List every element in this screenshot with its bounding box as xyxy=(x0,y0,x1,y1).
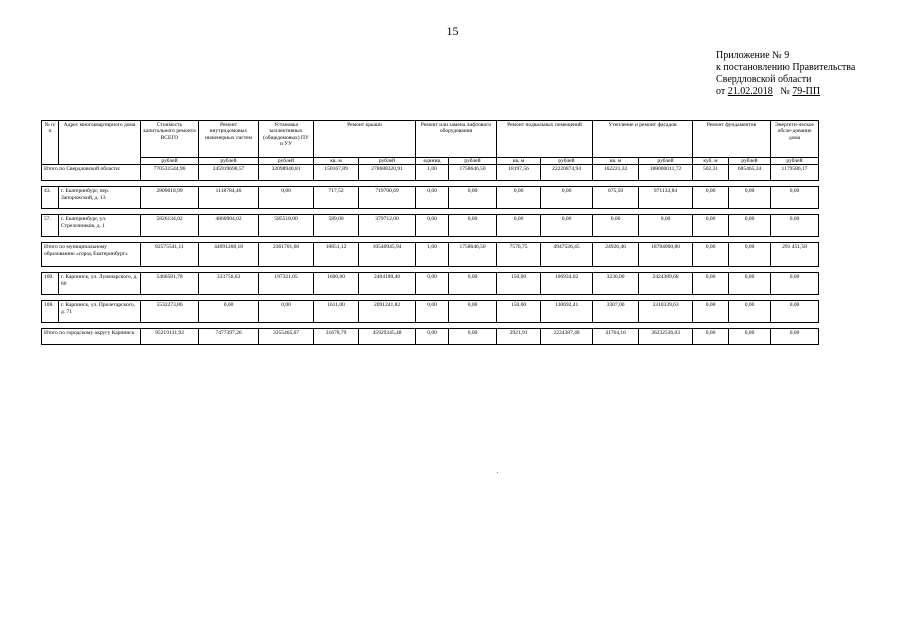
row-value: 0,00 xyxy=(771,301,819,323)
row-value: 0,00 xyxy=(693,243,729,267)
unit-cell: рублей xyxy=(639,158,693,165)
decree-line xyxy=(716,86,855,98)
row-value: 95219131,92 xyxy=(141,329,199,345)
row-value: 0,00 xyxy=(693,215,729,237)
row-value: 0,00 xyxy=(416,187,449,209)
row-value: 5826134,02 xyxy=(141,215,199,237)
row-value: 18197,56 xyxy=(497,165,541,181)
decree-date-prefix: от xyxy=(716,86,726,97)
unit-cell: рублей xyxy=(359,158,416,165)
row-value: 675,50 xyxy=(593,187,639,209)
table-row xyxy=(42,187,819,209)
row-value: 2809618,99 xyxy=(141,187,199,209)
row-value: 0,00 xyxy=(416,329,449,345)
table-row xyxy=(42,273,819,295)
row-value: 2404180,40 xyxy=(359,273,416,295)
row-value: 770531544,96 xyxy=(141,165,199,181)
row-value: 0,00 xyxy=(416,301,449,323)
appendix-title: Приложение № 9 xyxy=(716,50,790,61)
row-value: 7576,75 xyxy=(497,243,541,267)
row-value: 1118784,46 xyxy=(199,187,259,209)
row-value: 0,00 xyxy=(449,187,497,209)
row-value: 2424389,68 xyxy=(639,273,693,295)
row-value: 1,00 xyxy=(416,165,449,181)
table-row xyxy=(42,243,819,267)
header-energy-audit: Энергети-ческое обсле-дование дома xyxy=(771,121,819,158)
unit-cell: рублей xyxy=(199,158,259,165)
row-value: 0,00 xyxy=(729,329,771,345)
row-value: 0,00 xyxy=(729,215,771,237)
row-total-label: Итого по Свердловской области: xyxy=(42,165,141,181)
row-value: 3355465,67 xyxy=(259,329,314,345)
row-value: 1,00 xyxy=(416,243,449,267)
table-header-row xyxy=(42,121,819,158)
appendix-line-region: Свердловской области xyxy=(716,74,812,85)
row-value: 0,00 xyxy=(729,187,771,209)
row-value: 502,31 xyxy=(693,165,729,181)
row-value: 1758646,50 xyxy=(449,243,497,267)
table-row xyxy=(42,329,819,345)
row-value: 0,00 xyxy=(416,215,449,237)
row-number: 100. xyxy=(42,273,59,295)
row-total-label: Итого по городскому округу Карпинск xyxy=(42,329,141,345)
row-number: 43. xyxy=(42,187,59,209)
row-value: 0,00 xyxy=(693,329,729,345)
header-total-cost: Стоимость капитального ремонта ВСЕГО xyxy=(141,121,199,158)
row-value: 1758646,50 xyxy=(449,165,497,181)
decree-number-prefix: № xyxy=(780,86,790,97)
row-value: 719700,69 xyxy=(359,187,416,209)
header-facade: Утепление и ремонт фасадов xyxy=(593,121,693,158)
row-value: 0,00 xyxy=(541,187,593,209)
decree-number: 79-ПП xyxy=(792,86,821,97)
row-value: 0,00 xyxy=(416,273,449,295)
row-value: 0,00 xyxy=(771,215,819,237)
row-value: 150,00 xyxy=(497,301,541,323)
appendix-line-resolution: к постановлению Правительства xyxy=(716,62,856,73)
row-value: 291 451,58 xyxy=(771,243,819,267)
scan-speck xyxy=(497,472,498,473)
row-value: 685465,34 xyxy=(729,165,771,181)
unit-cell: рублей xyxy=(541,158,593,165)
row-value: 7477397,26 xyxy=(199,329,259,345)
row-value: 0,00 xyxy=(259,187,314,209)
row-value: 0,00 xyxy=(693,187,729,209)
unit-cell: рублей xyxy=(729,158,771,165)
row-value: 0,00 xyxy=(497,215,541,237)
row-value: 717,52 xyxy=(314,187,359,209)
header-address: Адрес многоквартирного дома xyxy=(59,121,141,165)
header-meters: Установка коллективных (общедомовых) ПУ и УУ xyxy=(259,121,314,158)
row-total-label: Итого по муниципальному образованию «город Екатеринбург» xyxy=(42,243,141,267)
row-value: 188000011,72 xyxy=(639,165,693,181)
row-value: 3236,00 xyxy=(593,273,639,295)
unit-cell: кв. м xyxy=(593,158,639,165)
row-value: 162221,32 xyxy=(593,165,639,181)
unit-cell: рублей xyxy=(141,158,199,165)
row-value: 0,00 xyxy=(541,215,593,237)
row-value: 150167,89 xyxy=(314,165,359,181)
row-value: 44091268,18 xyxy=(199,243,259,267)
row-address: г. Екатеринбург, ул. Стрелочников, д. 1 xyxy=(59,215,141,237)
row-value: 379712,00 xyxy=(359,215,416,237)
row-value: 41764,16 xyxy=(593,329,639,345)
row-value: 0,00 xyxy=(771,329,819,345)
row-value: 1611,00 xyxy=(314,301,359,323)
row-value: 2361701,66 xyxy=(259,243,314,267)
row-value: 2224387,48 xyxy=(541,329,593,345)
row-value: 971133,84 xyxy=(639,187,693,209)
unit-cell: рублей xyxy=(449,158,497,165)
row-address: г. Карпинск, ул. Луначарского, д. 60 xyxy=(59,273,141,295)
row-value: 2091241,82 xyxy=(359,301,416,323)
row-value: 0,00 xyxy=(729,243,771,267)
row-value: 0,00 xyxy=(199,301,259,323)
row-value: 0,00 xyxy=(693,273,729,295)
table-row xyxy=(42,215,819,237)
row-value: 5532273,86 xyxy=(141,301,199,323)
row-value: 10851,12 xyxy=(314,243,359,267)
header-basement: Ремонт подвальных помещений xyxy=(497,121,593,158)
row-value: 245919698,57 xyxy=(199,165,259,181)
row-number: 57. xyxy=(42,215,59,237)
row-value: 0,00 xyxy=(449,329,497,345)
row-value: 0,00 xyxy=(729,301,771,323)
row-address: г. Карпинск, ул. Пролетарского, д. 71 xyxy=(59,301,141,323)
row-value: 197321,05 xyxy=(259,273,314,295)
row-value: 45929345,48 xyxy=(359,329,416,345)
row-value: 0,00 xyxy=(771,273,819,295)
row-value: 4860904,02 xyxy=(199,215,259,237)
row-value: 0,00 xyxy=(729,273,771,295)
row-value: 150,00 xyxy=(497,273,541,295)
row-value: 5466581,78 xyxy=(141,273,199,295)
decree-date: 21.02.2018 xyxy=(727,86,773,97)
row-value: 1600,00 xyxy=(314,273,359,295)
header-engineering-systems: Ремонт внутридомовых инженерных систем xyxy=(199,121,259,158)
row-value: 3310339,63 xyxy=(639,301,693,323)
header-num: № п/п xyxy=(42,121,59,165)
table-row xyxy=(42,301,819,323)
row-value: 18784000,80 xyxy=(639,243,693,267)
row-value: 0,00 xyxy=(497,187,541,209)
row-value: 0,00 xyxy=(639,215,693,237)
unit-cell: рублей xyxy=(259,158,314,165)
row-value: 31678,79 xyxy=(314,329,359,345)
row-value: 0,00 xyxy=(449,215,497,237)
row-value: 4947526,45 xyxy=(541,243,593,267)
row-value: 589,00 xyxy=(314,215,359,237)
page-number: 15 xyxy=(446,24,459,38)
row-value: 32098940,81 xyxy=(259,165,314,181)
table-units-row xyxy=(42,158,819,165)
row-value: 10540945,94 xyxy=(359,243,416,267)
row-value: 24926,46 xyxy=(593,243,639,267)
unit-cell: кв. м xyxy=(497,158,541,165)
header-foundation: Ремонт фундаментов xyxy=(693,121,771,158)
row-value: 0,00 xyxy=(449,301,497,323)
unit-cell: куб. м xyxy=(693,158,729,165)
row-value: 130692,41 xyxy=(541,301,593,323)
row-value: 585518,00 xyxy=(259,215,314,237)
row-value: 0,00 xyxy=(693,301,729,323)
row-value: 278688320,91 xyxy=(359,165,416,181)
row-value: 333756,63 xyxy=(199,273,259,295)
header-roof-repair: Ремонт крыши xyxy=(314,121,416,158)
row-value: 22220874,94 xyxy=(541,165,593,181)
row-value: 36232536,03 xyxy=(639,329,693,345)
row-value: 82575541,11 xyxy=(141,243,199,267)
row-value: 106934,02 xyxy=(541,273,593,295)
header-elevator: Ремонт или замена лифтового оборудования xyxy=(416,121,497,158)
repair-cost-table xyxy=(41,120,819,345)
row-value: 3307,00 xyxy=(593,301,639,323)
row-value: 0,00 xyxy=(259,301,314,323)
row-value: 2921,91 xyxy=(497,329,541,345)
unit-cell: единиц xyxy=(416,158,449,165)
row-value: 1179586,17 xyxy=(771,165,819,181)
unit-cell: кв. м xyxy=(314,158,359,165)
row-value: 0,00 xyxy=(449,273,497,295)
row-value: 0,00 xyxy=(593,215,639,237)
table-body xyxy=(42,165,819,345)
row-value: 0,00 xyxy=(771,187,819,209)
appendix-header xyxy=(716,50,855,98)
row-address: г. Екатеринбург, пер. Запорожский, д. 13 xyxy=(59,187,141,209)
unit-cell: рублей xyxy=(771,158,819,165)
table-row xyxy=(42,165,819,181)
row-number: 108. xyxy=(42,301,59,323)
